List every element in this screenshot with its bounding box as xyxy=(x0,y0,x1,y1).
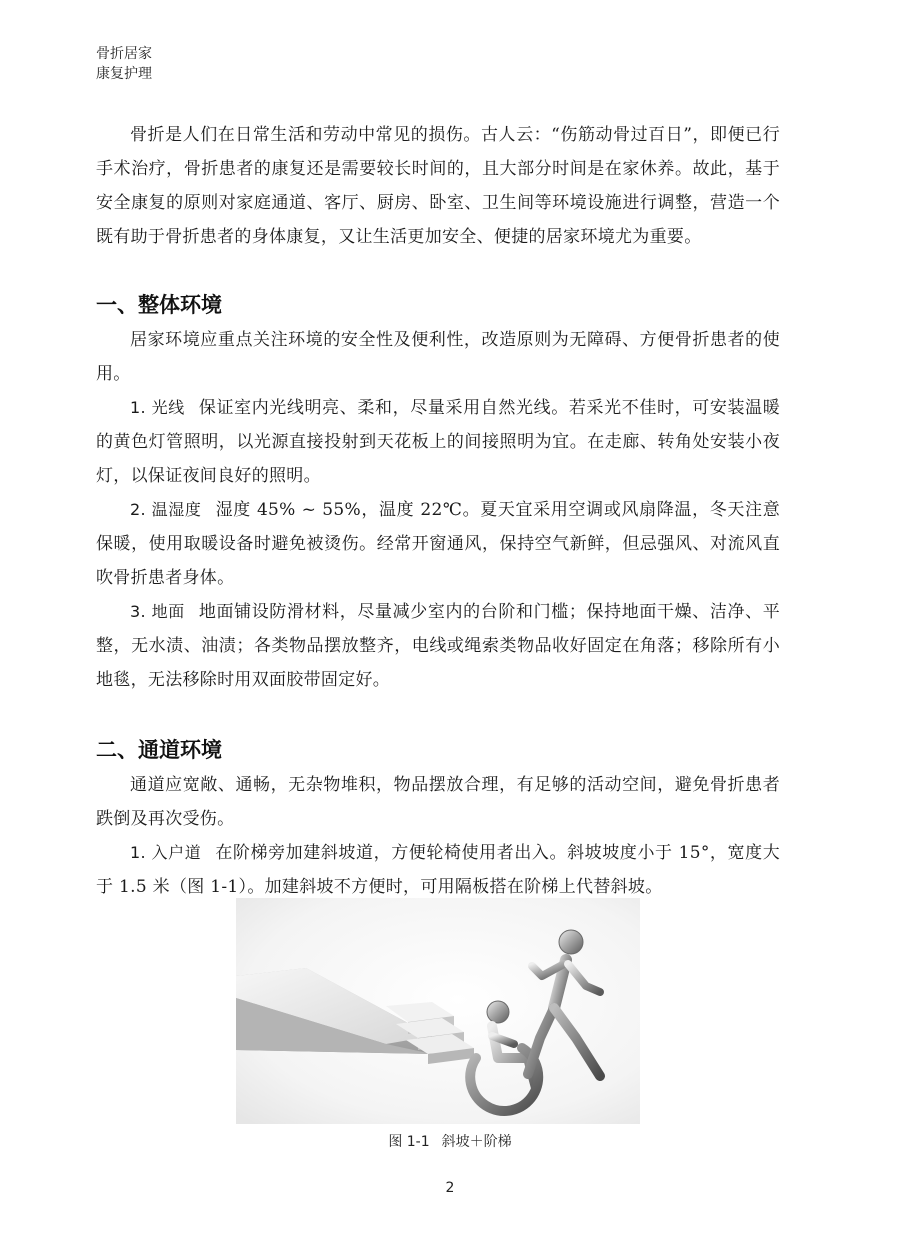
section1-intro-paragraph: 居家环境应重点关注环境的安全性及便利性，改造原则为无障碍、方便骨折患者的使用。 xyxy=(96,330,780,384)
header-line-1: 骨折居家 xyxy=(96,46,152,62)
term-floor: 3. 地面 xyxy=(130,602,185,621)
lighting-paragraph xyxy=(96,391,780,493)
figure-label: 图 1-1 xyxy=(388,1134,430,1150)
entrance-text: 在阶梯旁加建斜坡道，方便轮椅使用者出入。斜坡坡度小于 15°，宽度大于 1.5 米（图 1-1）。加建斜坡不方便时，可用隔板搭在阶梯上代替斜坡。 xyxy=(96,843,781,897)
header-line-2: 康复护理 xyxy=(96,66,152,82)
temperature-humidity-text: 湿度 45% ~ 55%，温度 22℃。夏天宜采用空调或风扇降温，冬天注意保暖，使用取暖设备时避免被烫伤。经常开窗通风，保持空气新鲜，但忌强风、对流风直吹骨折患者身体。 xyxy=(96,500,780,588)
lighting-text: 保证室内光线明亮、柔和，尽量采用自然光线。若采光不佳时，可安装温暖的黄色灯管照明，以光源直接投射到天花板上的间接照明为宜。在走廊、转角处安装小夜灯，以保证夜间良好的照明。 xyxy=(96,398,780,486)
term-temperature-humidity: 2. 温湿度 xyxy=(130,500,202,519)
intro-paragraph: 骨折是人们在日常生活和劳动中常见的损伤。古人云：“伤筋动骨过百日”，即便已行手术治疗，骨折患者的康复还是需要较长时间的，且大部分时间是在家休养。故此，基于安全康复的原则对家庭通道、客厅、厨房、卧室、卫生间等环境设施进行调整，营造一个既有助于骨折患者的身体康复，又让生活更加安全、便捷的居家环境尤为重要。 xyxy=(96,125,780,247)
term-entrance: 1. 入户道 xyxy=(130,843,202,862)
figure-ramp-stairs-illustration xyxy=(236,898,640,1124)
section-heading-overall-environment: 一、整体环境 xyxy=(96,293,222,317)
ramp-stairs-wheelchair-illustration xyxy=(236,898,640,1124)
temperature-humidity-paragraph xyxy=(96,493,780,595)
running-header xyxy=(96,44,152,84)
entrance-paragraph xyxy=(96,836,780,904)
figure-title: 斜坡＋阶梯 xyxy=(441,1134,512,1150)
page-number: 2 xyxy=(445,1180,455,1196)
figure-caption xyxy=(0,1131,900,1151)
term-lighting: 1. 光线 xyxy=(130,398,185,417)
floor-paragraph xyxy=(96,595,780,697)
section-heading-passage-environment: 二、通道环境 xyxy=(96,738,222,762)
floor-text: 地面铺设防滑材料，尽量减少室内的台阶和门槛；保持地面干燥、洁净、平整，无水渍、油渍；各类物品摆放整齐，电线或绳索类物品收好固定在角落；移除所有小地毯，无法移除时用双面胶带固定好。 xyxy=(96,602,780,690)
main-content xyxy=(96,118,780,904)
section2-intro-paragraph: 通道应宽敞、通畅，无杂物堆积，物品摆放合理，有足够的活动空间，避免骨折患者跌倒及再次受伤。 xyxy=(96,775,780,829)
